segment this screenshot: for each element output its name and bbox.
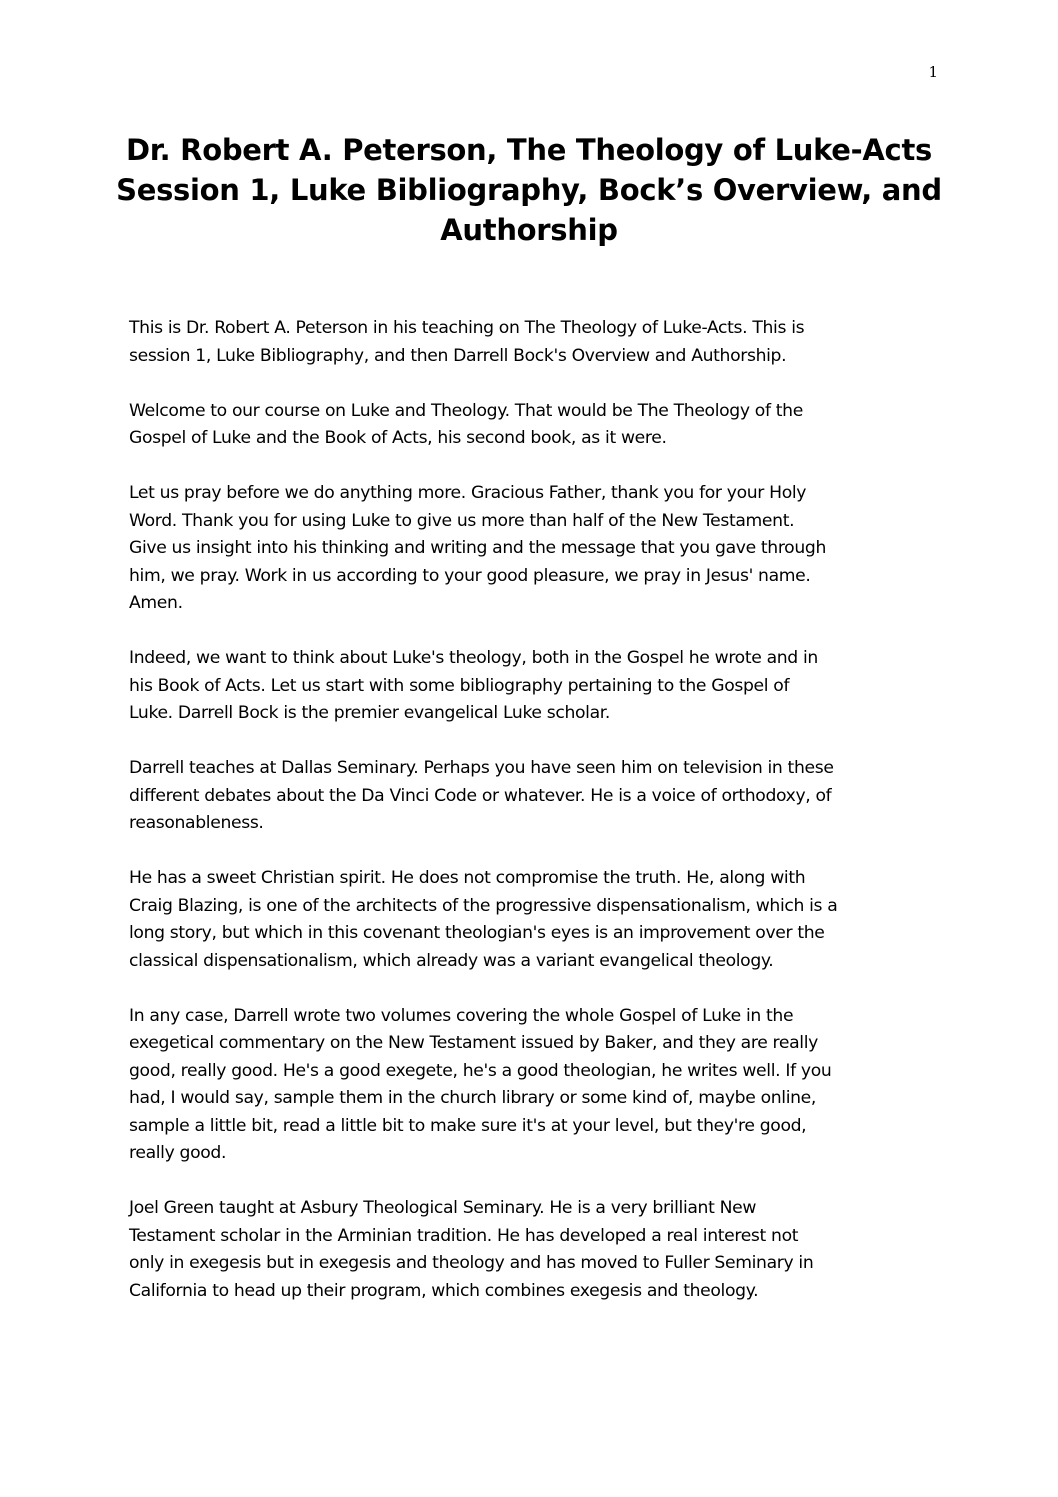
text-line: reasonableness. <box>129 813 264 833</box>
text-line: Testament scholar in the Arminian tradition. He has developed a real interest not <box>129 1225 799 1246</box>
title-line: Session 1, Luke Bibliography, Bock’s Overview, and <box>116 173 942 207</box>
text-line: long story, but which in this covenant theologian's eyes is an improvement over the <box>129 923 825 943</box>
document-title <box>110 130 948 250</box>
text-line: Give us insight into his thinking and writing and the message that you gave through <box>129 538 826 558</box>
text-line: Amen. <box>129 593 183 613</box>
text-line: different debates about the Da Vinci Code or whatever. He is a voice of orthodoxy, of <box>129 785 832 806</box>
paragraph-bibliography <box>129 645 929 728</box>
paragraph-welcome <box>129 398 929 453</box>
text-line: Word. Thank you for using Luke to give us more than half of the New Testament. <box>129 510 795 531</box>
text-line: Luke. Darrell Bock is the premier evangelical Luke scholar. <box>129 703 611 723</box>
text-line: He has a sweet Christian spirit. He does not compromise the truth. He, along with <box>129 868 806 888</box>
text-line: Darrell teaches at Dallas Seminary. Perhaps you have seen him on television in these <box>129 758 834 778</box>
text-line: Indeed, we want to think about Luke's theology, both in the Gospel he wrote and in <box>129 648 818 668</box>
document-body <box>129 315 929 1333</box>
paragraph-spirit <box>129 865 929 975</box>
page-number: 1 <box>928 63 938 81</box>
text-line: had, I would say, sample them in the church library or some kind of, maybe online, <box>129 1088 817 1108</box>
text-line: him, we pray. Work in us according to your good pleasure, we pray in Jesus' name. <box>129 565 811 586</box>
text-line: Gospel of Luke and the Book of Acts, his second book, as it were. <box>129 428 667 448</box>
paragraph-commentary <box>129 1003 929 1168</box>
text-line: Let us pray before we do anything more. Gracious Father, thank you for your Holy <box>129 483 807 503</box>
paragraph-darrell <box>129 755 929 838</box>
paragraph-joel-green <box>129 1195 929 1305</box>
text-line: In any case, Darrell wrote two volumes covering the whole Gospel of Luke in the <box>129 1005 794 1026</box>
title-line: Authorship <box>440 213 618 247</box>
title-line: Dr. Robert A. Peterson, The Theology of Luke-Acts <box>126 133 932 167</box>
text-line: classical dispensationalism, which already was a variant evangelical theology. <box>129 950 774 971</box>
text-line: really good. <box>129 1143 227 1163</box>
text-line: Welcome to our course on Luke and Theology. That would be The Theology of the <box>129 400 803 421</box>
text-line: Joel Green taught at Asbury Theological Seminary. He is a very brilliant New <box>129 1198 757 1218</box>
text-line: Craig Blazing, is one of the architects of the progressive dispensationalism, which is a <box>129 895 838 916</box>
text-line: This is Dr. Robert A. Peterson in his teaching on The Theology of Luke-Acts. This is <box>129 318 805 338</box>
text-line: session 1, Luke Bibliography, and then Darrell Bock's Overview and Authorship. <box>129 345 787 366</box>
text-line: his Book of Acts. Let us start with some bibliography pertaining to the Gospel of <box>129 675 790 696</box>
text-line: sample a little bit, read a little bit to make sure it's at your level, but they're good, <box>129 1115 807 1136</box>
text-line: good, really good. He's a good exegete, he's a good theologian, he writes well. If you <box>129 1060 832 1081</box>
paragraph-prayer <box>129 480 929 618</box>
text-line: California to head up their program, which combines exegesis and theology. <box>129 1280 759 1301</box>
text-line: exegetical commentary on the New Testament issued by Baker, and they are really <box>129 1033 818 1053</box>
paragraph-intro <box>129 315 929 370</box>
text-line: only in exegesis but in exegesis and theology and has moved to Fuller Seminary in <box>129 1253 814 1273</box>
